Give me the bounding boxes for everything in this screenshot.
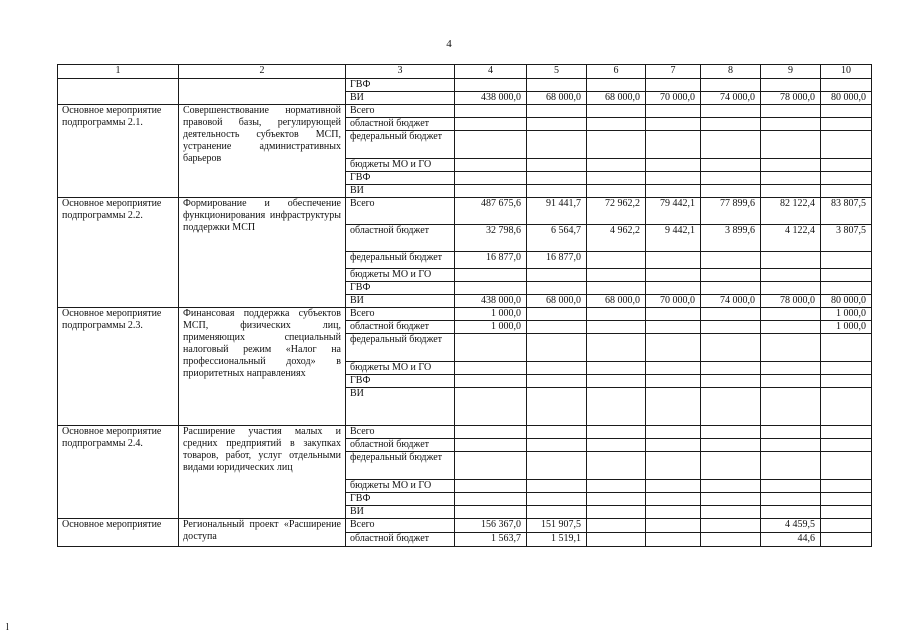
value-cell-col8 (701, 493, 761, 506)
value-cell-col9 (761, 185, 821, 198)
value-cell-col7 (646, 506, 701, 519)
value-cell-col7: 9 442,1 (646, 225, 701, 252)
value-cell-col9 (761, 480, 821, 493)
funding-source-cell: бюджеты МО и ГО (346, 269, 455, 282)
value-cell-col5 (527, 172, 587, 185)
funding-source-cell: Всего (346, 105, 455, 118)
column-header-9: 9 (761, 65, 821, 79)
value-cell-col10 (821, 452, 872, 480)
value-cell-col5 (527, 439, 587, 452)
value-cell-col10 (821, 185, 872, 198)
value-cell-col7 (646, 185, 701, 198)
value-cell-col6 (587, 519, 646, 533)
value-cell-col10: 1 000,0 (821, 308, 872, 321)
value-cell-col9 (761, 493, 821, 506)
value-cell-col7 (646, 533, 701, 547)
column-header-3: 3 (346, 65, 455, 79)
funding-source-cell: ГВФ (346, 282, 455, 295)
value-cell-col10: 83 807,5 (821, 198, 872, 225)
value-cell-col5 (527, 493, 587, 506)
funding-source-cell: бюджеты МО и ГО (346, 480, 455, 493)
funding-source-cell: федеральный бюджет (346, 252, 455, 269)
value-cell-col6 (587, 159, 646, 172)
value-cell-col4 (455, 493, 527, 506)
value-cell-col5 (527, 388, 587, 426)
value-cell-col5 (527, 321, 587, 334)
value-cell-col5 (527, 480, 587, 493)
value-cell-col9: 78 000,0 (761, 295, 821, 308)
value-cell-col7: 70 000,0 (646, 92, 701, 105)
event-description-cell: Совершенствование нормативной правовой базы, регулирующей деятельность субъектов МСП, устранение административных барьеров (179, 105, 346, 198)
value-cell-col4 (455, 439, 527, 452)
value-cell-col4 (455, 79, 527, 92)
value-cell-col6: 68 000,0 (587, 295, 646, 308)
value-cell-col4: 1 563,7 (455, 533, 527, 547)
value-cell-col4: 1 000,0 (455, 321, 527, 334)
funding-source-cell: ГВФ (346, 79, 455, 92)
table-row (58, 79, 872, 92)
value-cell-col5 (527, 159, 587, 172)
event-name-cell: Основное мероприятие подпрограммы 2.1. (58, 105, 179, 198)
value-cell-col10 (821, 506, 872, 519)
value-cell-col10 (821, 334, 872, 362)
value-cell-col7 (646, 105, 701, 118)
value-cell-col4: 16 877,0 (455, 252, 527, 269)
column-header-2: 2 (179, 65, 346, 79)
value-cell-col8 (701, 519, 761, 533)
value-cell-col4 (455, 452, 527, 480)
event-description-cell: Формирование и обеспечение функционирования инфраструктуры поддержки МСП (179, 198, 346, 308)
value-cell-col7 (646, 426, 701, 439)
value-cell-col10 (821, 439, 872, 452)
event-name-cell: Основное мероприятие подпрограммы 2.2. (58, 198, 179, 308)
value-cell-col7 (646, 172, 701, 185)
value-cell-col6: 4 962,2 (587, 225, 646, 252)
value-cell-col10: 1 000,0 (821, 321, 872, 334)
value-cell-col8 (701, 388, 761, 426)
funding-source-cell: ВИ (346, 295, 455, 308)
value-cell-col5: 16 877,0 (527, 252, 587, 269)
event-name-cell: Основное мероприятие подпрограммы 2.4. (58, 426, 179, 519)
value-cell-col4 (455, 269, 527, 282)
funding-source-cell: Всего (346, 426, 455, 439)
value-cell-col8 (701, 506, 761, 519)
value-cell-col9 (761, 375, 821, 388)
value-cell-col6 (587, 321, 646, 334)
value-cell-col6 (587, 131, 646, 159)
value-cell-col7 (646, 308, 701, 321)
value-cell-col4 (455, 334, 527, 362)
value-cell-col7 (646, 269, 701, 282)
value-cell-col7 (646, 252, 701, 269)
value-cell-col4 (455, 375, 527, 388)
value-cell-col4 (455, 105, 527, 118)
value-cell-col10 (821, 105, 872, 118)
value-cell-col7 (646, 439, 701, 452)
value-cell-col4 (455, 159, 527, 172)
value-cell-col8: 74 000,0 (701, 295, 761, 308)
funding-source-cell: бюджеты МО и ГО (346, 362, 455, 375)
value-cell-col9: 78 000,0 (761, 92, 821, 105)
value-cell-col6 (587, 506, 646, 519)
funding-source-cell: областной бюджет (346, 321, 455, 334)
value-cell-col9: 44,6 (761, 533, 821, 547)
value-cell-col9 (761, 118, 821, 131)
value-cell-col7: 79 442,1 (646, 198, 701, 225)
column-header-7: 7 (646, 65, 701, 79)
event-description-cell: Финансовая поддержка субъектов МСП, физических лиц, применяющих специальный налоговый режим «Налог на профессиональный доход» в приоритетных направлениях (179, 308, 346, 426)
value-cell-col9 (761, 506, 821, 519)
funding-source-cell: Всего (346, 519, 455, 533)
funding-table (57, 64, 872, 547)
value-cell-col7 (646, 118, 701, 131)
value-cell-col10 (821, 118, 872, 131)
event-name-cell: Основное мероприятие (58, 519, 179, 547)
value-cell-col8 (701, 185, 761, 198)
funding-source-cell: областной бюджет (346, 533, 455, 547)
page-number: 4 (446, 38, 452, 50)
value-cell-col6 (587, 493, 646, 506)
value-cell-col4 (455, 506, 527, 519)
value-cell-col8 (701, 334, 761, 362)
value-cell-col4 (455, 118, 527, 131)
value-cell-col9 (761, 308, 821, 321)
value-cell-col5 (527, 118, 587, 131)
value-cell-col5 (527, 185, 587, 198)
value-cell-col5: 91 441,7 (527, 198, 587, 225)
funding-source-cell: Всего (346, 198, 455, 225)
table-row (58, 426, 872, 439)
value-cell-col8 (701, 252, 761, 269)
column-header-5: 5 (527, 65, 587, 79)
funding-source-cell: областной бюджет (346, 439, 455, 452)
value-cell-col4 (455, 480, 527, 493)
value-cell-col10: 80 000,0 (821, 92, 872, 105)
value-cell-col8 (701, 118, 761, 131)
value-cell-col8 (701, 480, 761, 493)
value-cell-col8 (701, 282, 761, 295)
value-cell-col5 (527, 375, 587, 388)
column-header-1: 1 (58, 65, 179, 79)
funding-source-cell: областной бюджет (346, 225, 455, 252)
column-header-10: 10 (821, 65, 872, 79)
value-cell-col9 (761, 131, 821, 159)
table-header (58, 65, 872, 79)
value-cell-col7 (646, 452, 701, 480)
funding-source-cell: федеральный бюджет (346, 131, 455, 159)
value-cell-col4: 32 798,6 (455, 225, 527, 252)
event-description-cell: Расширение участия малых и средних предприятий в закупках товаров, работ, услуг отдельными видами юридических лиц (179, 426, 346, 519)
value-cell-col5 (527, 308, 587, 321)
value-cell-col9 (761, 321, 821, 334)
value-cell-col9: 4 459,5 (761, 519, 821, 533)
value-cell-col10 (821, 480, 872, 493)
value-cell-col5: 68 000,0 (527, 92, 587, 105)
value-cell-col8 (701, 439, 761, 452)
value-cell-col6 (587, 439, 646, 452)
value-cell-col5 (527, 282, 587, 295)
value-cell-col8 (701, 375, 761, 388)
value-cell-col9 (761, 159, 821, 172)
event-name-cell: Основное мероприятие подпрограммы 2.3. (58, 308, 179, 426)
value-cell-col9 (761, 172, 821, 185)
value-cell-col8 (701, 362, 761, 375)
value-cell-col10 (821, 388, 872, 426)
value-cell-col8 (701, 321, 761, 334)
value-cell-col9: 4 122,4 (761, 225, 821, 252)
funding-source-cell: ГВФ (346, 375, 455, 388)
value-cell-col8 (701, 533, 761, 547)
value-cell-col6 (587, 452, 646, 480)
value-cell-col5 (527, 269, 587, 282)
value-cell-col10: 80 000,0 (821, 295, 872, 308)
value-cell-col7 (646, 375, 701, 388)
value-cell-col8 (701, 452, 761, 480)
value-cell-col4 (455, 362, 527, 375)
value-cell-col7 (646, 131, 701, 159)
value-cell-col7 (646, 321, 701, 334)
table-row (58, 198, 872, 225)
value-cell-col6 (587, 375, 646, 388)
funding-source-cell: ГВФ (346, 172, 455, 185)
value-cell-col6 (587, 282, 646, 295)
value-cell-col6 (587, 426, 646, 439)
value-cell-col10 (821, 375, 872, 388)
value-cell-col10 (821, 269, 872, 282)
funding-source-cell: бюджеты МО и ГО (346, 159, 455, 172)
value-cell-col9 (761, 452, 821, 480)
value-cell-col9 (761, 282, 821, 295)
table-body (58, 79, 872, 547)
value-cell-col9 (761, 439, 821, 452)
value-cell-col10 (821, 533, 872, 547)
value-cell-col4: 487 675,6 (455, 198, 527, 225)
value-cell-col9 (761, 388, 821, 426)
value-cell-col5 (527, 334, 587, 362)
value-cell-col7: 70 000,0 (646, 295, 701, 308)
value-cell-col9 (761, 79, 821, 92)
event-name-cell (58, 79, 179, 105)
value-cell-col8 (701, 79, 761, 92)
value-cell-col5 (527, 426, 587, 439)
value-cell-col5 (527, 362, 587, 375)
value-cell-col4: 438 000,0 (455, 92, 527, 105)
value-cell-col4: 438 000,0 (455, 295, 527, 308)
funding-source-cell: федеральный бюджет (346, 334, 455, 362)
value-cell-col8 (701, 308, 761, 321)
table-row (58, 308, 872, 321)
funding-source-cell: ВИ (346, 506, 455, 519)
funding-source-cell: областной бюджет (346, 118, 455, 131)
value-cell-col10: 3 807,5 (821, 225, 872, 252)
value-cell-col4: 1 000,0 (455, 308, 527, 321)
funding-source-cell: ВИ (346, 185, 455, 198)
funding-source-cell: федеральный бюджет (346, 452, 455, 480)
value-cell-col10 (821, 252, 872, 269)
value-cell-col4 (455, 172, 527, 185)
value-cell-col4 (455, 131, 527, 159)
value-cell-col4: 156 367,0 (455, 519, 527, 533)
value-cell-col8 (701, 172, 761, 185)
value-cell-col8 (701, 269, 761, 282)
value-cell-col7 (646, 159, 701, 172)
value-cell-col6 (587, 79, 646, 92)
value-cell-col9: 82 122,4 (761, 198, 821, 225)
value-cell-col6 (587, 334, 646, 362)
value-cell-col6 (587, 118, 646, 131)
column-header-8: 8 (701, 65, 761, 79)
value-cell-col10 (821, 426, 872, 439)
value-cell-col9 (761, 269, 821, 282)
value-cell-col7 (646, 334, 701, 362)
funding-source-cell: Всего (346, 308, 455, 321)
funding-source-cell: ГВФ (346, 493, 455, 506)
value-cell-col9 (761, 426, 821, 439)
value-cell-col8: 3 899,6 (701, 225, 761, 252)
value-cell-col10 (821, 282, 872, 295)
value-cell-col10 (821, 172, 872, 185)
value-cell-col7 (646, 493, 701, 506)
value-cell-col6 (587, 185, 646, 198)
table-row (58, 519, 872, 533)
table-row (58, 105, 872, 118)
value-cell-col6 (587, 172, 646, 185)
value-cell-col6 (587, 362, 646, 375)
value-cell-col4 (455, 388, 527, 426)
value-cell-col7 (646, 79, 701, 92)
value-cell-col6 (587, 105, 646, 118)
value-cell-col7 (646, 519, 701, 533)
value-cell-col6 (587, 480, 646, 493)
value-cell-col10 (821, 493, 872, 506)
value-cell-col4 (455, 185, 527, 198)
funding-source-cell: ВИ (346, 92, 455, 105)
event-description-cell (179, 79, 346, 105)
value-cell-col5 (527, 506, 587, 519)
column-header-4: 4 (455, 65, 527, 79)
value-cell-col6: 68 000,0 (587, 92, 646, 105)
value-cell-col4 (455, 282, 527, 295)
value-cell-col6 (587, 533, 646, 547)
value-cell-col6: 72 962,2 (587, 198, 646, 225)
value-cell-col7 (646, 480, 701, 493)
value-cell-col8: 77 899,6 (701, 198, 761, 225)
value-cell-col9 (761, 252, 821, 269)
value-cell-col10 (821, 519, 872, 533)
value-cell-col5 (527, 131, 587, 159)
value-cell-col6 (587, 252, 646, 269)
value-cell-col9 (761, 334, 821, 362)
value-cell-col8 (701, 159, 761, 172)
event-description-cell: Региональный проект «Расширение доступа (179, 519, 346, 547)
value-cell-col5: 151 907,5 (527, 519, 587, 533)
funding-source-cell: ВИ (346, 388, 455, 426)
value-cell-col8 (701, 105, 761, 118)
value-cell-col10 (821, 159, 872, 172)
value-cell-col10 (821, 362, 872, 375)
value-cell-col10 (821, 131, 872, 159)
column-header-6: 6 (587, 65, 646, 79)
value-cell-col5 (527, 105, 587, 118)
value-cell-col8 (701, 426, 761, 439)
value-cell-col7 (646, 362, 701, 375)
value-cell-col9 (761, 362, 821, 375)
margin-mark: l (6, 622, 9, 633)
value-cell-col7 (646, 282, 701, 295)
value-cell-col5: 6 564,7 (527, 225, 587, 252)
value-cell-col6 (587, 308, 646, 321)
value-cell-col6 (587, 388, 646, 426)
value-cell-col4 (455, 426, 527, 439)
value-cell-col8: 74 000,0 (701, 92, 761, 105)
value-cell-col6 (587, 269, 646, 282)
value-cell-col5: 68 000,0 (527, 295, 587, 308)
value-cell-col5: 1 519,1 (527, 533, 587, 547)
value-cell-col5 (527, 79, 587, 92)
value-cell-col8 (701, 131, 761, 159)
value-cell-col10 (821, 79, 872, 92)
value-cell-col5 (527, 452, 587, 480)
value-cell-col7 (646, 388, 701, 426)
value-cell-col9 (761, 105, 821, 118)
